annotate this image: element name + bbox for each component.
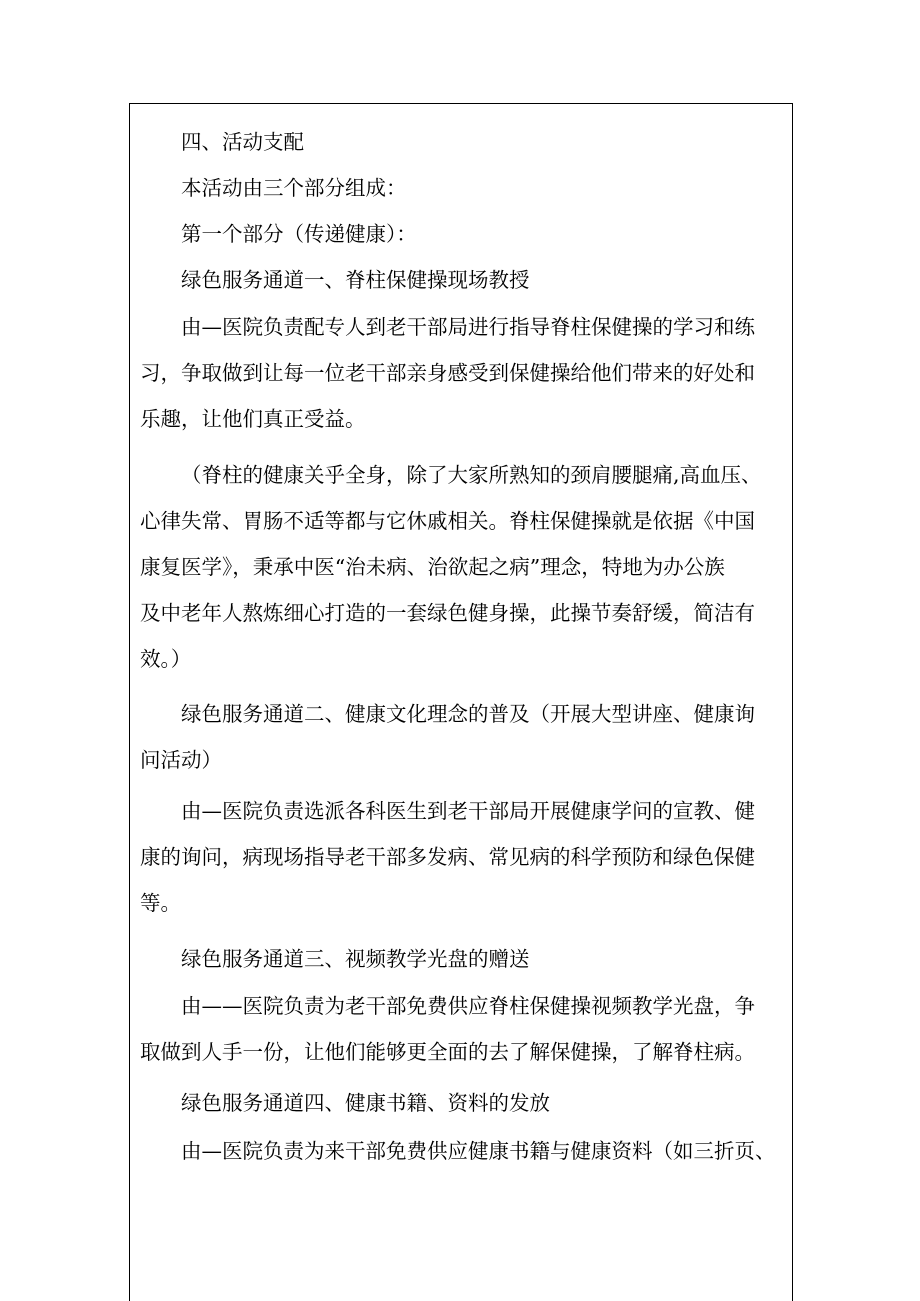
text-line: 第一个部分（传递健康）： [181, 222, 417, 246]
text-line: 本活动由三个部分组成： [181, 176, 407, 200]
paragraph [140, 788, 755, 926]
text-line: 由—医院负责为来干部免费供应健康书籍与健康资料（如三折页、 [181, 1139, 776, 1163]
text-line: 由——医院负责为老干部免费供应脊柱保健操视频教学光盘，争 [181, 994, 755, 1018]
document-table-cell [129, 103, 793, 1301]
text-line: 习，争取做到让每一位老干部亲身感受到保健操给他们带来的好处和 [140, 361, 755, 385]
paragraph [140, 452, 762, 682]
text-line: 绿色服务通道二、健康文化理念的普及（开展大型讲座、健康询 [181, 702, 755, 726]
subheading [140, 936, 530, 982]
paragraph [140, 983, 755, 1075]
paragraph [140, 304, 755, 442]
text-line: 绿色服务通道四、健康书籍、资料的发放 [181, 1091, 550, 1115]
text-line: 心律失常、胃肠不适等都与它休戚相关。脊柱保健操就是依据《中国 [140, 509, 755, 533]
section-heading [140, 119, 304, 165]
text-line: 绿色服务通道三、视频教学光盘的赠送 [181, 947, 530, 971]
text-line: 效。） [140, 647, 192, 671]
text-line: 康的询问，病现场指导老干部多发病、常见病的科学预防和绿色保健 [140, 845, 755, 869]
text-line: 康复医学》，秉承中医“治未病、治欲起之病”理念，特地为办公族 [140, 555, 725, 579]
paragraph [140, 165, 407, 211]
paragraph [140, 1128, 776, 1174]
text-line: 乐趣，让他们真正受益。 [140, 407, 366, 431]
text-line: 问活动） [140, 748, 222, 772]
subheading [140, 257, 530, 303]
subheading [140, 1080, 550, 1126]
text-line: 等。 [140, 891, 181, 915]
text-line: 绿色服务通道一、脊柱保健操现场教授 [181, 268, 530, 292]
subheading [140, 691, 755, 783]
text-line: 由—医院负责配专人到老干部局进行指导脊柱保健操的学习和练 [181, 315, 755, 339]
text-line: 及中老年人熬炼细心打造的一套绿色健身操，此操节奏舒缓，简洁有 [140, 601, 755, 625]
text-line: 取做到人手一份，让他们能够更全面的去了解保健操，了解脊柱病。 [140, 1040, 755, 1064]
text-line: 四、活动支配 [181, 130, 304, 154]
text-line: 由—医院负责选派各科医生到老干部局开展健康学问的宣教、健 [181, 799, 755, 823]
paragraph [140, 211, 417, 257]
text-line: （脊柱的健康关乎全身，除了大家所熟知的颈肩腰腿痛,高血压、 [181, 463, 762, 487]
